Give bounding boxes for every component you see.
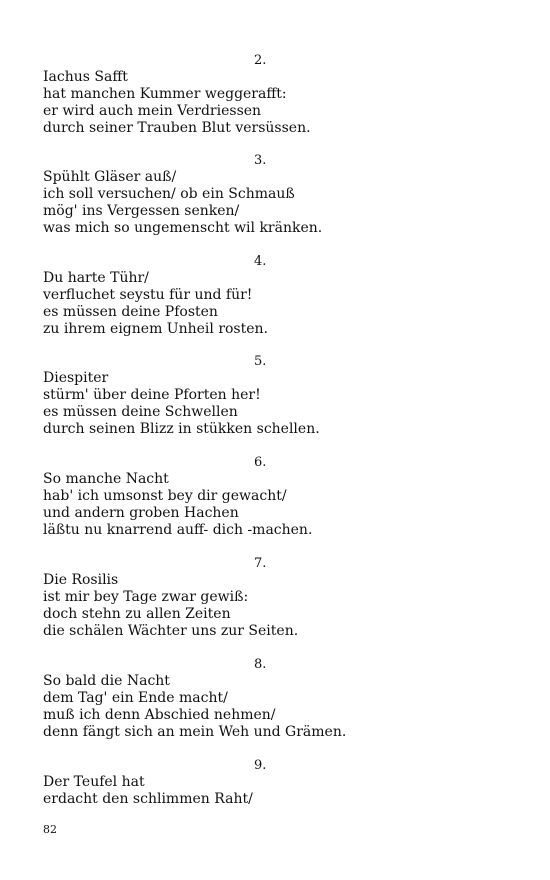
verse-line: was mich so ungemenscht wil kränken. <box>43 220 323 236</box>
verse-line: erdacht den schlimmen Raht/ <box>43 791 253 807</box>
stanza-number: 7. <box>254 556 267 571</box>
verse-line: es müssen deine Schwellen <box>43 404 238 420</box>
verse-line: die schälen Wächter uns zur Seiten. <box>43 623 299 639</box>
verse-line: Du harte Tühr/ <box>43 270 149 286</box>
verse-line: So manche Nacht <box>43 471 169 487</box>
verse-line: und andern groben Hachen <box>43 505 239 521</box>
verse-line: ist mir bey Tage zwar gewiß: <box>43 589 249 605</box>
verse-line: verfluchet seystu für und für! <box>43 287 253 303</box>
stanza-number: 4. <box>254 254 267 269</box>
verse-line: Diespiter <box>43 370 109 386</box>
verse-line: muß ich denn Abschied nehmen/ <box>43 707 276 723</box>
verse-line: denn fängt sich an mein Weh und Grämen. <box>43 724 347 740</box>
stanza-number: 9. <box>254 758 267 773</box>
stanza-number: 6. <box>254 455 267 470</box>
page-number: 82 <box>43 823 57 836</box>
verse-line: es müssen deine Pfosten <box>43 304 218 320</box>
verse-line: mög' ins Vergessen senken/ <box>43 203 240 219</box>
verse-line: zu ihrem eignem Unheil rosten. <box>43 321 268 337</box>
verse-line: doch stehn zu allen Zeiten <box>43 606 231 622</box>
verse-line: er wird auch mein Verdriessen <box>43 103 262 119</box>
verse-line: stürm' über deine Pforten her! <box>43 387 261 403</box>
verse-line: durch seinen Blizz in stükken schellen. <box>43 421 320 437</box>
stanza-number: 5. <box>254 354 267 369</box>
verse-line: durch seiner Trauben Blut versüssen. <box>43 120 311 136</box>
stanza-number: 3. <box>254 153 267 168</box>
verse-line: Spühlt Gläser auß/ <box>43 169 177 185</box>
verse-line: Der Teufel hat <box>43 774 145 790</box>
verse-line: Die Rosilis <box>43 572 119 588</box>
stanza-number: 8. <box>254 657 267 672</box>
verse-line: dem Tag' ein Ende macht/ <box>43 690 228 706</box>
stanza-number: 2. <box>254 53 267 68</box>
verse-line: läßtu nu knarrend auff- dich -machen. <box>43 522 313 538</box>
verse-line: Iachus Safft <box>43 69 128 85</box>
verse-line: So bald die Nacht <box>43 673 170 689</box>
verse-line: hab' ich umsonst bey dir gewacht/ <box>43 488 287 504</box>
verse-line: ich soll versuchen/ ob ein Schmauß <box>43 186 295 202</box>
verse-line: hat manchen Kummer weggerafft: <box>43 86 287 102</box>
